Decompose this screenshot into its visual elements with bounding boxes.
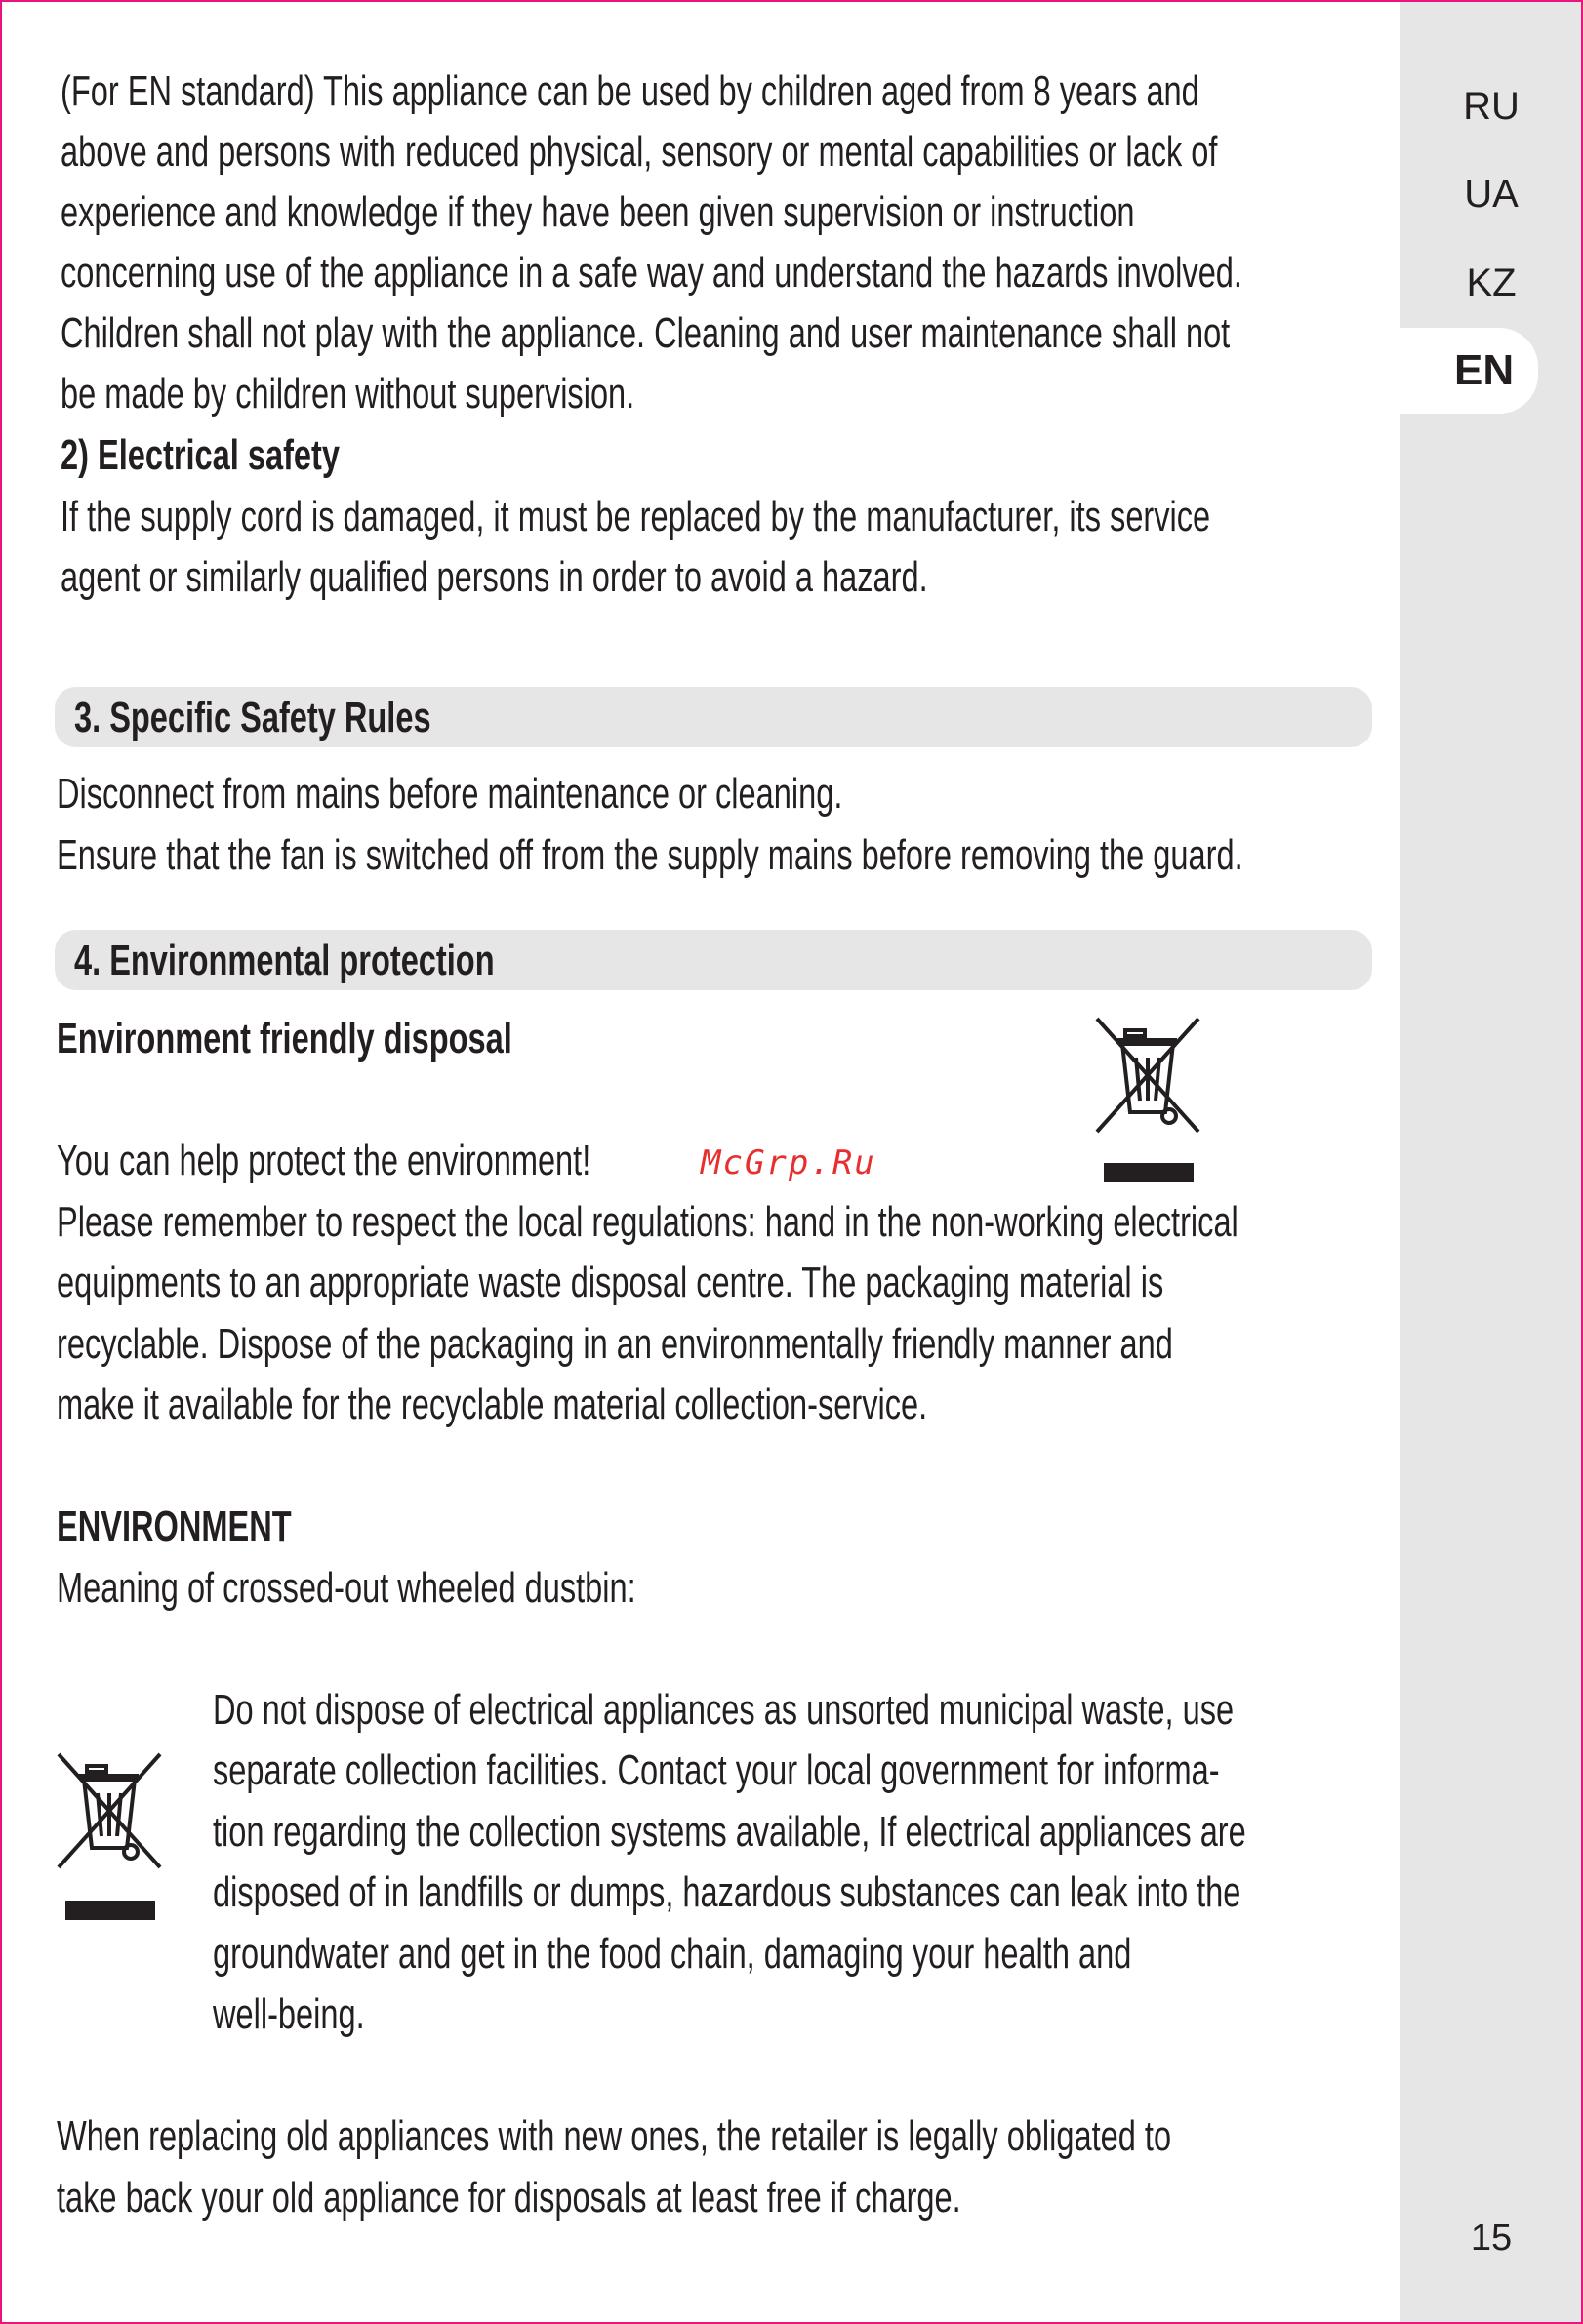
intro-line: (For EN standard) This appliance can be used by children aged from 8 years and [61,67,1199,115]
dustbin-description-line: disposed of in landfills or dumps, hazardous substances can leak into the [213,1868,1241,1916]
intro-line: experience and knowledge if they have been given supervision or instruction [61,188,1135,236]
disposal-subheading: Environment friendly disposal [57,1015,512,1062]
disposal-line: Please remember to respect the local regulations: hand in the non-working electrical [57,1198,1238,1246]
section-3-header [55,687,1372,747]
electrical-safety-heading: 2) Electrical safety [61,431,340,479]
language-sidebar [1400,0,1583,2324]
section-3-title: 3. Specific Safety Rules [74,694,431,741]
page-number: 15 [1470,2218,1513,2259]
electrical-line: If the supply cord is damaged, it must be replaced by the manufacturer, its service [61,493,1211,541]
section-4-title: 4. Environmental protection [74,937,495,984]
disposal-line: make it available for the recyclable material collection-service. [57,1381,928,1428]
intro-line: above and persons with reduced physical, sensory or mental capabilities or lack of [61,128,1218,176]
help-environment-line: You can help protect the environment! [57,1137,591,1184]
dustbin-description-line: groundwater and get in the food chain, damaging your health and [213,1930,1132,1978]
retailer-line: When replacing old appliances with new ones, the retailer is legally obligated to [57,2112,1172,2160]
language-tab-ru[interactable]: RU [1463,85,1520,128]
language-tab-kz[interactable]: KZ [1466,261,1517,304]
specific-rule-line: Disconnect from mains before maintenance or cleaning. [57,770,843,818]
section-4-header [55,930,1372,990]
dustbin-description-line: well-being. [213,1990,365,2038]
specific-rule-line: Ensure that the fan is switched off from the supply mains before removing the guard. [57,831,1243,879]
disposal-line: recyclable. Dispose of the packaging in an environmentally friendly manner and [57,1320,1173,1368]
intro-line: concerning use of the appliance in a safe way and understand the hazards involved. [61,249,1242,297]
intro-line: be made by children without supervision. [61,370,635,418]
disposal-line: equipments to an appropriate waste disposal centre. The packaging material is [57,1259,1164,1306]
crossed-out-wheeled-bin-icon [51,1750,168,1926]
dustbin-description-line: Do not dispose of electrical appliances as unsorted municipal waste, use [213,1686,1235,1734]
environment-heading: ENVIRONMENT [57,1503,292,1550]
watermark: McGrp.Ru [701,1143,876,1182]
retailer-line: take back your old appliance for disposals at least free if charge. [57,2174,961,2222]
crossed-out-wheeled-bin-icon [1089,1015,1206,1190]
dustbin-description-line: tion regarding the collection systems available, If electrical appliances are [213,1808,1246,1856]
intro-line: Children shall not play with the appliance. Cleaning and user maintenance shall not [61,309,1231,357]
language-tab-en-active[interactable]: EN [1400,328,1538,414]
language-tab-ua[interactable]: UA [1464,173,1519,216]
dustbin-description-line: separate collection facilities. Contact your local government for informa- [213,1746,1220,1794]
dustbin-meaning-line: Meaning of crossed-out wheeled dustbin: [57,1564,636,1612]
electrical-line: agent or similarly qualified persons in order to avoid a hazard. [61,553,928,601]
